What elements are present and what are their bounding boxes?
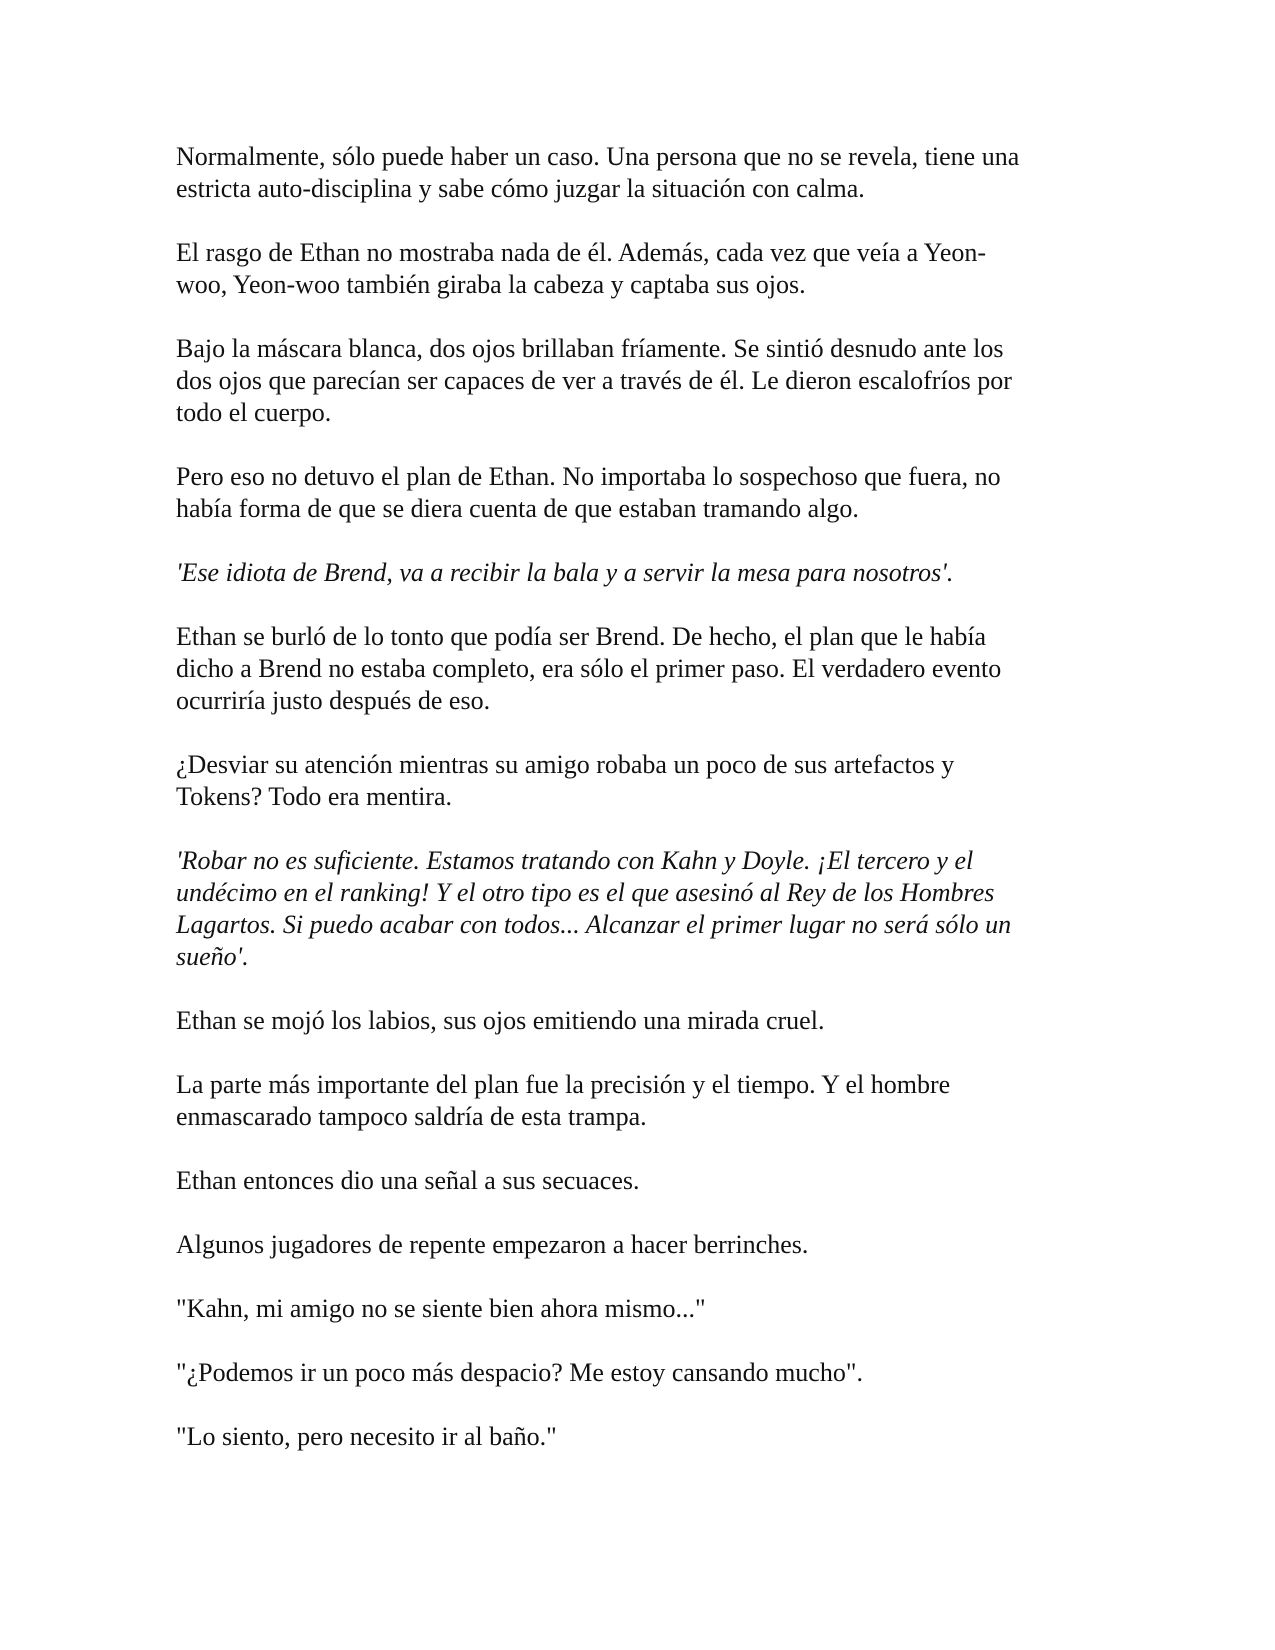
text-line: Ethan se burló de lo tonto que podía ser Brend. De hecho, el plan que le había [176, 622, 987, 651]
text-line: Normalmente, sólo puede haber un caso. Una persona que no se revela, tiene una [176, 142, 1020, 171]
text-line: ¿Desviar su atención mientras su amigo robaba un poco de sus artefactos y [176, 750, 955, 779]
text-line: La parte más importante del plan fue la precisión y el tiempo. Y el hombre [176, 1070, 951, 1099]
paragraph [176, 237, 1096, 301]
text-line: enmascarado tampoco saldría de esta trampa. [176, 1102, 647, 1131]
text-line: "Lo siento, pero necesito ir al baño." [176, 1422, 557, 1451]
paragraph [176, 621, 1096, 717]
paragraph [176, 1005, 1096, 1037]
paragraph [176, 1421, 1096, 1453]
text-line: "¿Podemos ir un poco más despacio? Me estoy cansando mucho". [176, 1358, 863, 1387]
text-line: Algunos jugadores de repente empezaron a hacer berrinches. [176, 1230, 809, 1259]
paragraph [176, 1165, 1096, 1197]
text-line: ocurriría justo después de eso. [176, 686, 491, 715]
text-line: Bajo la máscara blanca, dos ojos brillaban fríamente. Se sintió desnudo ante los [176, 334, 1004, 363]
text-line: estricta auto-disciplina y sabe cómo juzgar la situación con calma. [176, 174, 865, 203]
text-line: Tokens? Todo era mentira. [176, 782, 453, 811]
paragraph [176, 1357, 1096, 1389]
paragraph [176, 1293, 1096, 1325]
text-line: 'Ese idiota de Brend, va a recibir la bala y a servir la mesa para nosotros'. [176, 558, 954, 587]
text-line: dos ojos que parecían ser capaces de ver a través de él. Le dieron escalofríos por [176, 366, 1012, 395]
text-line: 'Robar no es suficiente. Estamos tratando con Kahn y Doyle. ¡El tercero y el [176, 846, 974, 875]
text-line: undécimo en el ranking! Y el otro tipo es el que asesinó al Rey de los Hombres [176, 878, 995, 907]
document-page [176, 141, 1096, 1485]
text-line: "Kahn, mi amigo no se siente bien ahora mismo..." [176, 1294, 706, 1323]
text-line: Ethan se mojó los labios, sus ojos emitiendo una mirada cruel. [176, 1006, 825, 1035]
paragraph [176, 141, 1096, 205]
paragraph [176, 461, 1096, 525]
paragraph [176, 749, 1096, 813]
paragraph [176, 1069, 1096, 1133]
text-line: dicho a Brend no estaba completo, era sólo el primer paso. El verdadero evento [176, 654, 1002, 683]
paragraph [176, 1229, 1096, 1261]
text-line: sueño'. [176, 942, 249, 971]
text-line: Lagartos. Si puedo acabar con todos... Alcanzar el primer lugar no será sólo un [176, 910, 1012, 939]
text-line: todo el cuerpo. [176, 398, 332, 427]
text-line: woo, Yeon-woo también giraba la cabeza y captaba sus ojos. [176, 270, 806, 299]
text-line: Ethan entonces dio una señal a sus secuaces. [176, 1166, 640, 1195]
text-line: El rasgo de Ethan no mostraba nada de él. Además, cada vez que veía a Yeon- [176, 238, 987, 267]
paragraph [176, 333, 1096, 429]
text-line: había forma de que se diera cuenta de que estaban tramando algo. [176, 494, 859, 523]
italic-paragraph [176, 845, 1096, 973]
text-line: Pero eso no detuvo el plan de Ethan. No importaba lo sospechoso que fuera, no [176, 462, 1001, 491]
italic-paragraph [176, 557, 1096, 589]
